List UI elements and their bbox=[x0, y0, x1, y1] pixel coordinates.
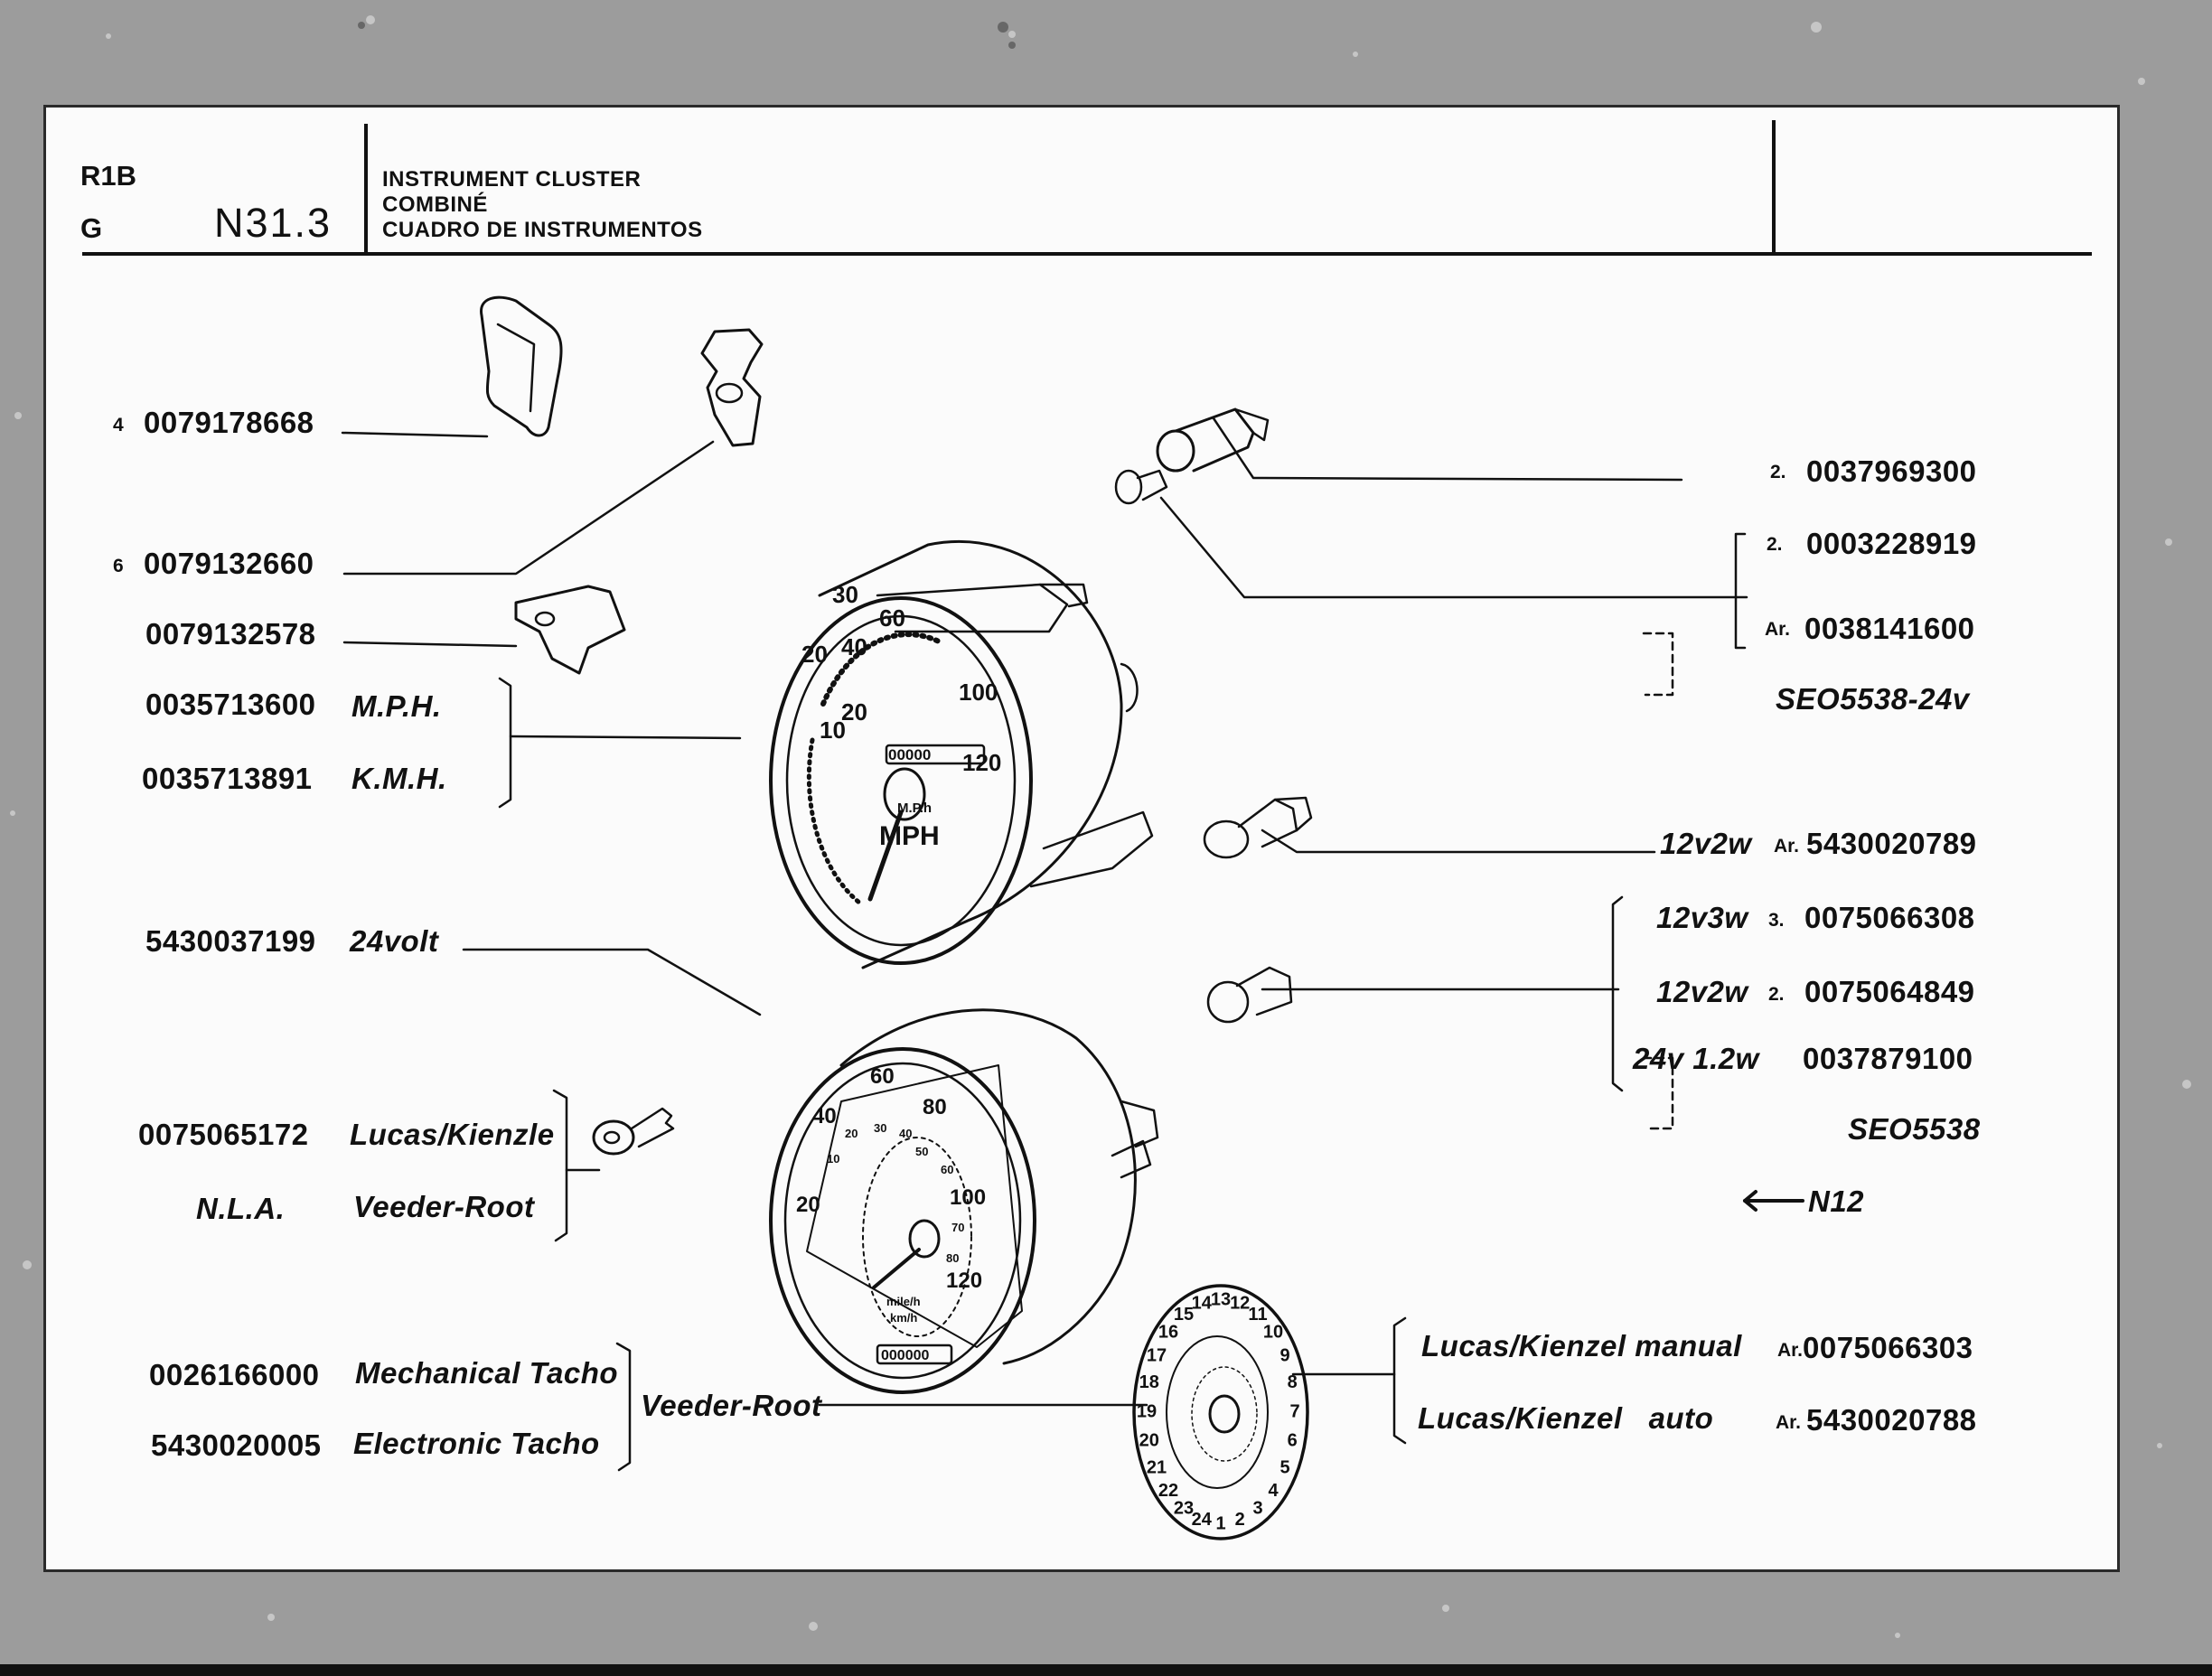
speedo-tick-label: 20 bbox=[841, 698, 867, 726]
chart-disc-hour: 7 bbox=[1289, 1401, 1300, 1422]
part-clip-top: 0079178668 bbox=[144, 406, 314, 439]
part-speedo-mph: 0035713600 bbox=[145, 688, 316, 721]
qty-bulb-a: 2. bbox=[1767, 534, 1783, 555]
chart-disc-hour: 19 bbox=[1136, 1401, 1158, 1422]
bottom-border bbox=[0, 1664, 2212, 1676]
chart-disc-hour: 17 bbox=[1146, 1345, 1167, 1366]
part-key-veeder: N.L.A. bbox=[196, 1192, 286, 1225]
note-speedo-mph: M.P.H. bbox=[351, 689, 442, 723]
chart-disc-hour: 22 bbox=[1158, 1480, 1179, 1501]
note-chart-manual: Lucas/Kienzel manual bbox=[1421, 1329, 1742, 1362]
qty-bulb-12v3w: 3. bbox=[1768, 910, 1785, 931]
qty-bulb-12v2w: Ar. bbox=[1774, 836, 1800, 857]
chart-disc-hours bbox=[1137, 1289, 1300, 1533]
tacho-inner-tick: 20 bbox=[845, 1127, 858, 1140]
model-code: R1B bbox=[80, 160, 137, 192]
part-bulb-12v3w: 0075066308 bbox=[1804, 901, 1975, 934]
tacho-unit: mile/h bbox=[886, 1295, 921, 1308]
chart-disc-hour: 15 bbox=[1173, 1304, 1195, 1325]
chart-disc-hour: 6 bbox=[1287, 1430, 1298, 1451]
part-chart-manual: 0075066303 bbox=[1803, 1331, 1973, 1364]
note-speedo-kmh: K.M.H. bbox=[351, 762, 447, 795]
chart-disc-hour: 5 bbox=[1279, 1457, 1290, 1478]
qty-clip-top: 4 bbox=[113, 415, 124, 435]
chart-disc-hour: 21 bbox=[1146, 1457, 1167, 1478]
tacho-inner-tick: 60 bbox=[941, 1163, 954, 1176]
note-bulb-24v: SEO5538 bbox=[1848, 1112, 1981, 1146]
parts-catalog-sheet bbox=[43, 105, 2120, 1572]
tacho-odometer: 000000 bbox=[881, 1348, 930, 1363]
speedo-tick-label: 120 bbox=[962, 749, 1002, 776]
part-bulb-12v2w-b: 0075064849 bbox=[1804, 975, 1975, 1008]
part-tacho-24v: 5430037199 bbox=[145, 924, 316, 958]
speedo-tick-label: 60 bbox=[879, 604, 905, 632]
chart-disc-hour: 10 bbox=[1262, 1322, 1284, 1343]
chart-disc-hour: 20 bbox=[1139, 1430, 1159, 1451]
part-bulb-a: 0003228919 bbox=[1806, 527, 1977, 560]
part-bulb-12v2w: 5430020789 bbox=[1806, 827, 1977, 860]
spec-bulb-24v: 24v 1.2w bbox=[1633, 1042, 1759, 1075]
spec-bulb-12v2w-b: 12v2w bbox=[1656, 975, 1748, 1008]
tacho-tick-label: 20 bbox=[796, 1193, 820, 1217]
speedo-unit-small: M.P.h bbox=[897, 801, 933, 816]
part-clamp: 0079132660 bbox=[144, 547, 314, 580]
note-elec-tacho: Electronic Tacho bbox=[353, 1427, 600, 1460]
part-mech-tacho: 0026166000 bbox=[149, 1358, 320, 1391]
chart-disc-hour: 2 bbox=[1234, 1510, 1245, 1531]
part-elec-tacho: 5430020005 bbox=[151, 1428, 322, 1462]
note-veeder-group: Veeder-Root bbox=[641, 1389, 822, 1422]
note-key-lucas: Lucas/Kienzle bbox=[350, 1118, 555, 1151]
chart-disc-hour: 1 bbox=[1215, 1513, 1226, 1534]
part-bracket-clip: 0079132578 bbox=[145, 617, 316, 651]
chart-disc-hour: 12 bbox=[1230, 1293, 1251, 1314]
tacho-tick-label: 120 bbox=[946, 1269, 983, 1293]
tacho-inner-tick: 50 bbox=[915, 1145, 929, 1158]
chart-disc-hour: 24 bbox=[1191, 1510, 1212, 1531]
part-chart-auto: 5430020788 bbox=[1806, 1403, 1977, 1437]
speedo-unit: MPH bbox=[879, 821, 940, 851]
part-holder: 0037969300 bbox=[1806, 454, 1977, 488]
chart-disc-hour: 13 bbox=[1210, 1289, 1232, 1310]
part-speedo-kmh: 0035713891 bbox=[142, 762, 313, 795]
title-spanish: CUADRO DE INSTRUMENTOS bbox=[382, 218, 703, 242]
note-chart-auto: Lucas/Kienzel auto bbox=[1418, 1401, 1714, 1435]
tacho-tick-label: 80 bbox=[923, 1095, 947, 1119]
chart-disc-hour: 16 bbox=[1158, 1322, 1179, 1343]
tacho-inner-tick: 80 bbox=[946, 1251, 960, 1265]
speedo-odometer: 00000 bbox=[888, 746, 932, 763]
speedo-tick-label: 40 bbox=[841, 633, 867, 660]
speedo-tick-label: 10 bbox=[820, 716, 846, 744]
part-key-lucas: 0075065172 bbox=[138, 1118, 309, 1151]
qty-bulb-b: Ar. bbox=[1765, 619, 1791, 640]
note-tacho-24v: 24volt bbox=[350, 924, 439, 958]
qty-clamp: 6 bbox=[113, 556, 124, 576]
group-code: G bbox=[80, 212, 103, 244]
note-mech-tacho: Mechanical Tacho bbox=[355, 1356, 619, 1390]
qty-bulb-12v2w-b: 2. bbox=[1768, 984, 1785, 1005]
chart-disc-hour: 18 bbox=[1139, 1372, 1159, 1393]
note-key-veeder: Veeder-Root bbox=[353, 1190, 535, 1223]
speedo-tick-label: 20 bbox=[801, 641, 828, 668]
part-bulb-24v: 0037879100 bbox=[1803, 1042, 1973, 1075]
qty-holder: 2. bbox=[1770, 462, 1786, 482]
speedo-tick-label: 30 bbox=[832, 581, 858, 608]
spec-bulb-12v2w: 12v2w bbox=[1660, 827, 1752, 860]
tacho-tick-label: 60 bbox=[870, 1064, 895, 1089]
speedo-tick-label: 100 bbox=[959, 679, 998, 706]
ref-n12: N12 bbox=[1808, 1184, 1865, 1218]
page-code: N31.3 bbox=[214, 200, 333, 246]
chart-disc-hour: 4 bbox=[1268, 1480, 1279, 1501]
chart-disc-hour: 23 bbox=[1173, 1498, 1195, 1519]
tacho-inner-tick: 10 bbox=[827, 1152, 840, 1166]
spec-bulb-12v3w: 12v3w bbox=[1656, 901, 1748, 934]
chart-disc-hour: 9 bbox=[1279, 1345, 1290, 1366]
chart-disc-hour: 11 bbox=[1248, 1304, 1268, 1325]
chart-disc-hour: 14 bbox=[1191, 1293, 1212, 1314]
qty-chart-manual: Ar. bbox=[1777, 1340, 1804, 1361]
tacho-unit-b: km/h bbox=[890, 1311, 918, 1325]
tacho-inner-tick: 70 bbox=[951, 1221, 965, 1234]
note-bulb-b: SEO5538-24v bbox=[1776, 682, 1970, 716]
chart-disc-hour: 3 bbox=[1252, 1498, 1263, 1519]
tacho-inner-tick: 30 bbox=[874, 1121, 887, 1135]
tacho-inner-tick: 40 bbox=[899, 1127, 913, 1140]
part-bulb-b: 0038141600 bbox=[1804, 612, 1975, 645]
tacho-tick-label: 100 bbox=[950, 1185, 987, 1210]
title-french: COMBINÉ bbox=[382, 192, 488, 217]
chart-disc-hour: 8 bbox=[1287, 1372, 1298, 1393]
title-english: INSTRUMENT CLUSTER bbox=[382, 167, 642, 192]
qty-chart-auto: Ar. bbox=[1776, 1412, 1802, 1433]
tacho-tick-label: 40 bbox=[812, 1104, 837, 1128]
